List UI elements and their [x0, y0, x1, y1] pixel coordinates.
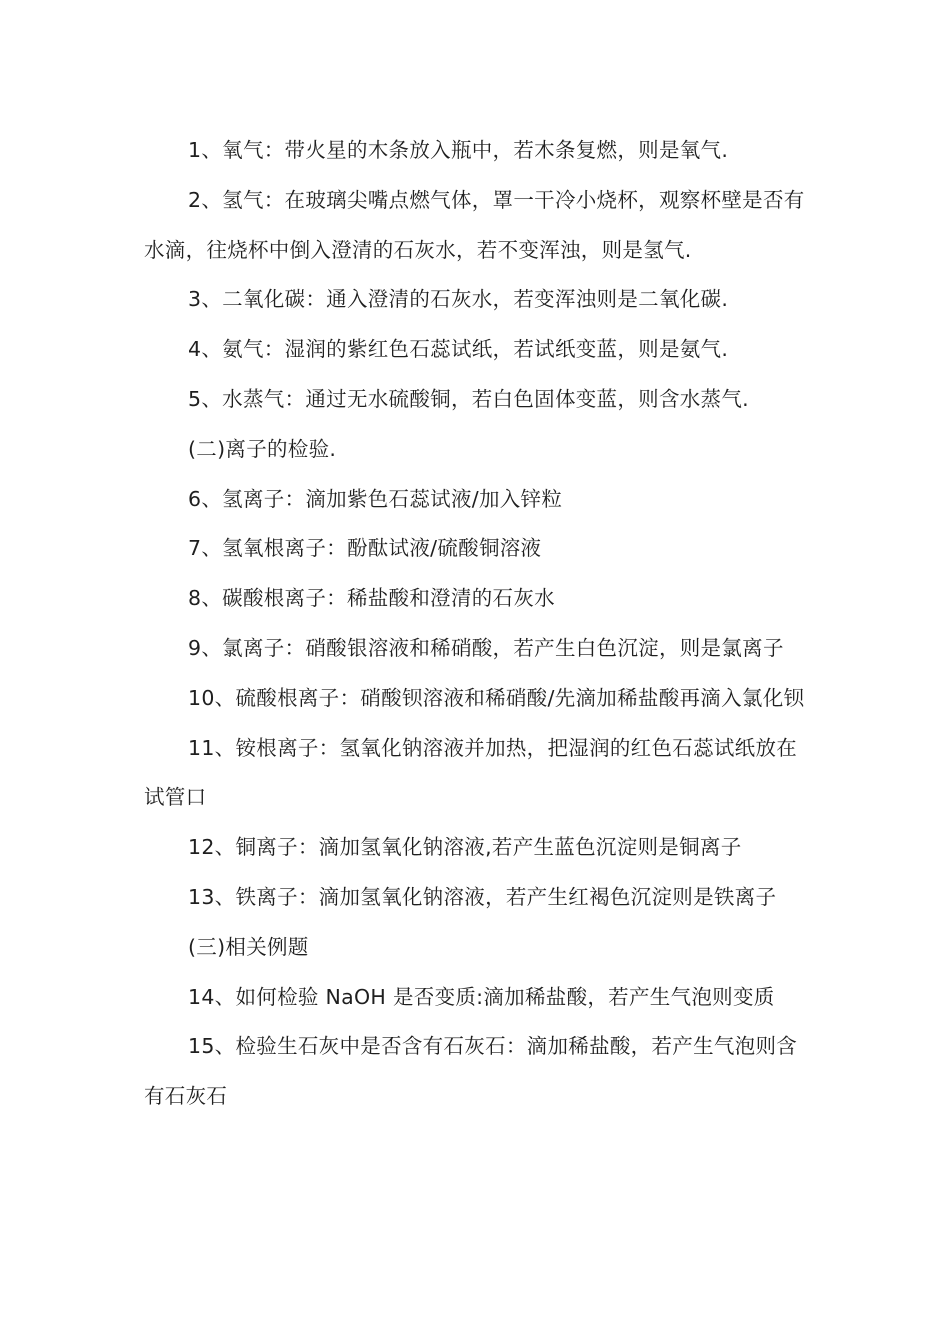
- paragraph-copper-ion-test: 12、铜离子：滴加氢氧化钠溶液,若产生蓝色沉淀则是铜离子: [188, 835, 742, 860]
- paragraph-water-vapor-test: 5、水蒸气：通过无水硫酸铜，若白色固体变蓝，则含水蒸气.: [188, 386, 749, 411]
- document-body: [144, 126, 812, 1122]
- paragraph-oxygen-test: 1、氧气：带火星的木条放入瓶中，若木条复燃，则是氧气.: [188, 138, 729, 162]
- paragraph-naoh-spoilage-test: 14、如何检验 NaOH 是否变质:滴加稀盐酸，若产生气泡则变质: [188, 984, 775, 1009]
- paragraph-quicklime-test: 15、检验生石灰中是否含有石灰石：滴加稀盐酸，若产生气泡则含有石灰石: [144, 1034, 798, 1109]
- paragraph-sulfate-ion-test: 10、硫酸根离子：硝酸钡溶液和稀硝酸/先滴加稀盐酸再滴入氯化钡: [188, 685, 805, 710]
- paragraph-hydrogen-test: 2、氢气：在玻璃尖嘴点燃气体，罩一干冷小烧杯，观察杯壁是否有水滴，往烧杯中倒入澄清的石灰水，若不变浑浊，则是氢气.: [144, 187, 805, 262]
- paragraph-carbon-dioxide-test: 3、二氧化碳：通入澄清的石灰水，若变浑浊则是二氧化碳.: [188, 287, 729, 312]
- section-heading-ion-tests: (二)离子的检验.: [188, 436, 337, 461]
- paragraph-carbonate-ion-test: 8、碳酸根离子：稀盐酸和澄清的石灰水: [188, 586, 555, 611]
- paragraph-hydrogen-ion-test: 6、氢离子：滴加紫色石蕊试液/加入锌粒: [188, 486, 563, 511]
- paragraph-iron-ion-test: 13、铁离子：滴加氢氧化钠溶液，若产生红褐色沉淀则是铁离子: [188, 884, 777, 909]
- paragraph-hydroxide-ion-test: 7、氢氧根离子：酚酞试液/硫酸铜溶液: [188, 536, 542, 561]
- paragraph-chloride-ion-test: 9、氯离子：硝酸银溶液和稀硝酸，若产生白色沉淀，则是氯离子: [188, 635, 784, 660]
- paragraph-ammonium-ion-test: 11、铵根离子：氢氧化钠溶液并加热，把湿润的红色石蕊试纸放在试管口: [144, 735, 798, 810]
- paragraph-ammonia-test: 4、氨气：湿润的紫红色石蕊试纸，若试纸变蓝，则是氨气.: [188, 337, 729, 362]
- section-heading-examples: (三)相关例题: [188, 934, 309, 959]
